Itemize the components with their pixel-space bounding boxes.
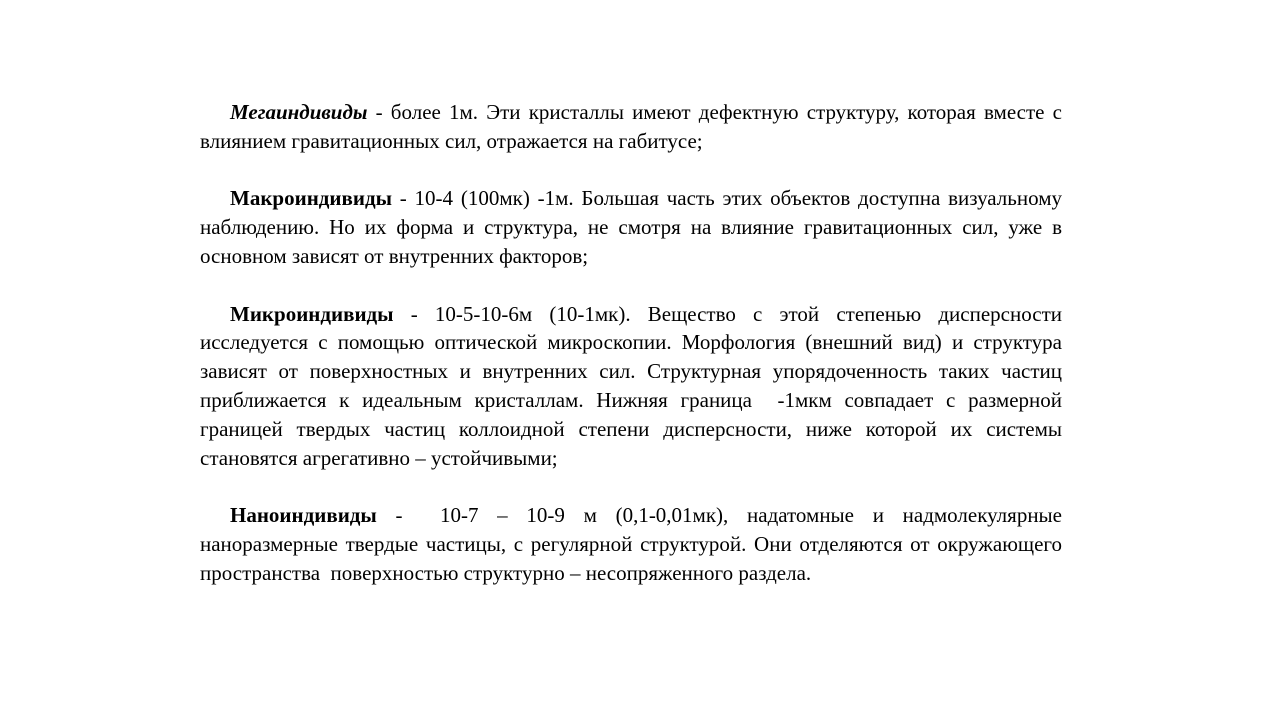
description-mikroindividy: - 10-5-10-6м (10-1мк). Вещество с этой степенью дисперсности исследуется с помощью оптической микроскопии. Морфология (внешний вид) и структура зависят от поверхностных и внутренних сил. Структурная упорядоченность таких частиц приближается к идеальным кристаллам. Нижняя граница -1мкм совпадает с размерной границей твердых частиц коллоидной степени дисперсности, ниже которой их системы становятся агрегативно – устойчивыми;: [200, 301, 1073, 470]
term-nanoindividy: Наноиндивиды: [230, 503, 377, 528]
paragraph-mikroindividy: [200, 300, 1073, 473]
term-mikroindividy: Микроиндивиды: [230, 301, 394, 326]
paragraph-makroindividy: [200, 184, 1068, 270]
description-makroindividy: - 10-4 (100мк) -1м. Большая часть этих объектов доступна визуальному наблюдению. Но их форма и структура, не смотря на влияние гравитационных сил, уже в основном зависят от внутренних факторов;: [200, 186, 1068, 268]
paragraph-nanoindividy: [200, 501, 1068, 587]
term-megaindividy: Мегаиндивиды: [230, 100, 368, 124]
paragraph-megaindividy: [200, 98, 1068, 156]
text-block: [200, 98, 1073, 588]
description-nanoindividy: - 10-7 – 10-9 м (0,1-0,01мк), надатомные и надмолекулярные наноразмерные твердые частицы, с регулярной структурой. Они отделяются от окружающего пространства поверхностью структурно – несопряженного раздела.: [200, 503, 1068, 585]
term-makroindividy: Макроиндивиды: [230, 186, 392, 211]
description-megaindividy: - более 1м. Эти кристаллы имеют дефектную структуру, которая вместе с влиянием гравитационных сил, отражается на габитусе;: [200, 100, 1068, 153]
